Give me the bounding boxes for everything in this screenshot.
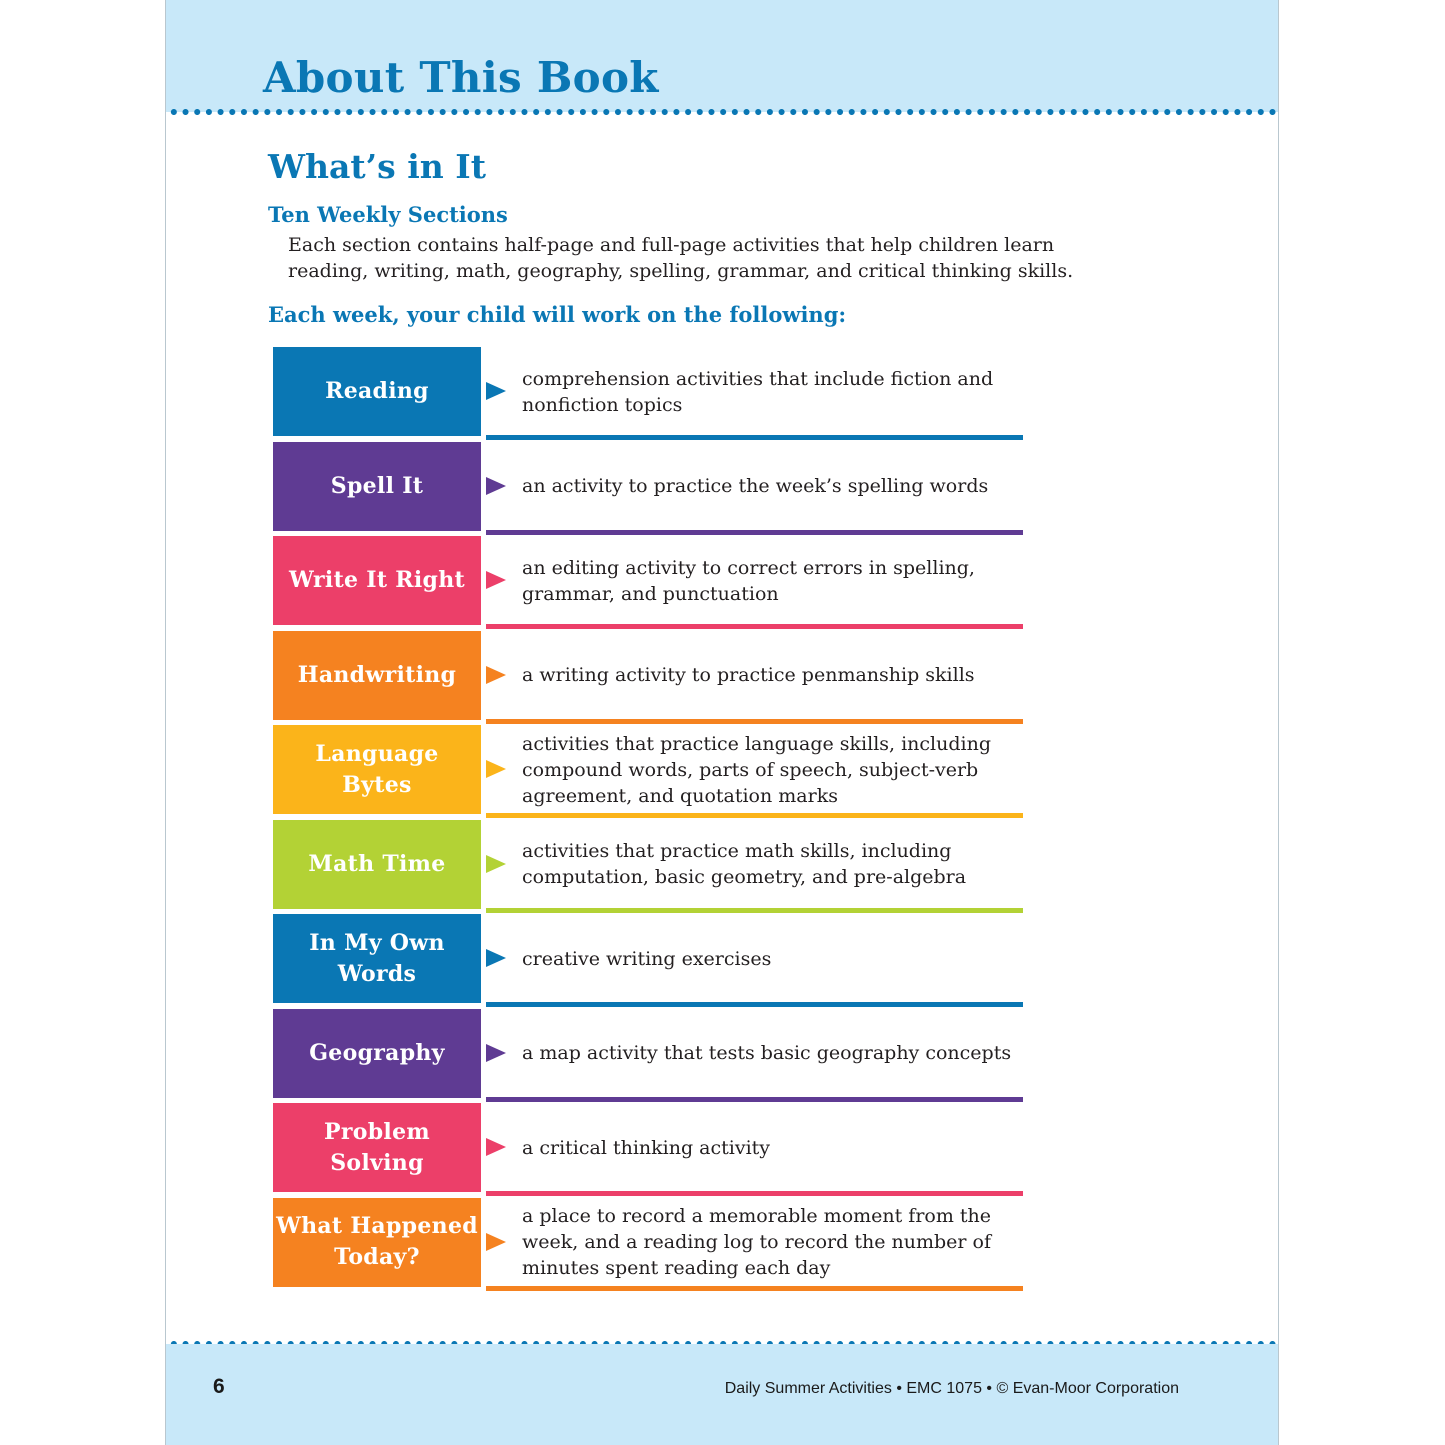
activity-row (273, 631, 1033, 726)
activity-row (273, 725, 1033, 820)
activity-label: Problem Solving (273, 1103, 481, 1192)
triangle-arrow-icon (486, 855, 506, 873)
activity-list (273, 347, 1033, 1292)
page-title: About This Book (263, 53, 659, 102)
triangle-arrow-icon (486, 477, 506, 495)
activity-row (273, 1103, 1033, 1198)
activity-description: comprehension activities that include fiction and nonfiction topics (522, 367, 994, 416)
activity-underline (486, 908, 1023, 913)
activity-label: Write It Right (273, 536, 481, 625)
triangle-arrow-icon (486, 666, 506, 684)
activity-row (273, 536, 1033, 631)
weekly-lead: Each week, your child will work on the following: (268, 302, 847, 327)
activity-label: Handwriting (273, 631, 481, 720)
activity-row (273, 914, 1033, 1009)
activity-row (273, 1009, 1033, 1104)
activity-underline (486, 530, 1023, 535)
activity-label: Language Bytes (273, 725, 481, 814)
activity-description: activities that practice math skills, including computation, basic geometry, and pre-algebra (522, 840, 967, 888)
activity-label: Spell It (273, 442, 481, 531)
activity-label: What Happened Today? (273, 1198, 481, 1287)
activity-underline (486, 1286, 1023, 1291)
activity-description: a writing activity to practice penmanship skills (522, 664, 975, 686)
activity-label: Reading (273, 347, 481, 436)
triangle-arrow-icon (486, 1138, 506, 1156)
triangle-arrow-icon (486, 949, 506, 967)
activity-row (273, 820, 1033, 915)
activity-underline (486, 1191, 1023, 1196)
triangle-arrow-icon (486, 382, 506, 400)
activity-row (273, 1198, 1033, 1293)
activity-description: activities that practice language skills, including compound words, parts of speech, subject-verb agreement, and quotation marks (522, 732, 992, 807)
activity-description: a map activity that tests basic geography concepts (522, 1042, 1012, 1064)
page-number: 6 (213, 1375, 225, 1398)
section-title: What’s in It (268, 147, 486, 186)
activity-row (273, 442, 1033, 537)
section-intro: Each section contains half-page and full-page activities that help children learn reading, writing, math, geography, spelling, grammar, and critical thinking skills. (288, 234, 1074, 282)
triangle-arrow-icon (486, 1233, 506, 1251)
activity-underline (486, 624, 1023, 629)
activity-underline (486, 1002, 1023, 1007)
activity-underline (486, 813, 1023, 818)
footer-credit: Daily Summer Activities • EMC 1075 • © Evan-Moor Corporation (724, 1380, 1179, 1397)
activity-description: an editing activity to correct errors in spelling, grammar, and punctuation (522, 556, 975, 605)
triangle-arrow-icon (486, 760, 506, 778)
activity-label: Math Time (273, 820, 481, 909)
activity-underline (486, 435, 1023, 440)
activity-label: In My Own Words (273, 914, 481, 1003)
activity-underline (486, 1097, 1023, 1102)
activity-description: a critical thinking activity (522, 1136, 771, 1159)
activity-label: Geography (273, 1009, 481, 1098)
triangle-arrow-icon (486, 1044, 506, 1062)
activity-row (273, 347, 1033, 442)
activity-underline (486, 719, 1023, 724)
triangle-arrow-icon (486, 571, 506, 589)
activity-description: an activity to practice the week’s spelling words (522, 475, 989, 497)
activity-description: creative writing exercises (522, 947, 772, 970)
book-page (165, 0, 1279, 1445)
activity-description: a place to record a memorable moment from the week, and a reading log to record the number of minutes spent reading each day (522, 1205, 992, 1279)
header-dotted-border (166, 108, 1278, 116)
section-subhead: Ten Weekly Sections (268, 202, 508, 227)
